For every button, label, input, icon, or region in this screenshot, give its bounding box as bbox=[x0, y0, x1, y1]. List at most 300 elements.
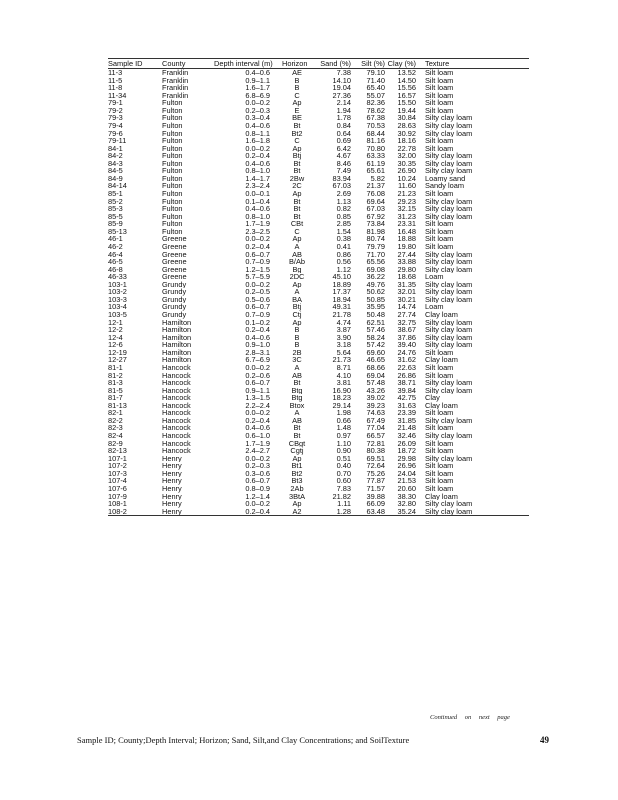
cell-sand: 18.89 bbox=[332, 280, 351, 289]
cell-texture: Silt loam bbox=[425, 242, 454, 251]
cell-clay: 30.84 bbox=[397, 114, 416, 122]
cell-texture: Silt loam bbox=[425, 106, 454, 115]
cell-sample-id: 79-1 bbox=[108, 99, 123, 107]
cell-horizon: Bt2 bbox=[291, 469, 303, 478]
cell-silt: 43.26 bbox=[366, 386, 385, 395]
cell-sand: 0.82 bbox=[336, 205, 351, 213]
cell-clay: 32.75 bbox=[397, 318, 416, 327]
cell-silt: 71.70 bbox=[366, 250, 385, 259]
cell-county: Fulton bbox=[162, 205, 183, 213]
cell-depth-interval: 0.6–0.7 bbox=[245, 477, 270, 485]
cell-sample-id: 79-11 bbox=[108, 137, 127, 145]
cell-depth-interval: 0.2–0.3 bbox=[245, 106, 270, 115]
cell-texture: Silt loam bbox=[425, 76, 454, 85]
cell-county: Fulton bbox=[162, 114, 183, 122]
cell-silt: 81.16 bbox=[366, 137, 385, 145]
table-row bbox=[108, 296, 529, 304]
cell-horizon: B bbox=[294, 341, 300, 349]
cell-county: Grundy bbox=[162, 280, 187, 289]
cell-sample-id: 103-5 bbox=[108, 311, 127, 319]
cell-depth-interval: 0.0–0.2 bbox=[245, 144, 270, 153]
cell-horizon: 2Ab bbox=[290, 484, 304, 493]
cell-depth-interval: 0.1–0.2 bbox=[245, 318, 270, 327]
cell-clay: 31.35 bbox=[397, 280, 416, 289]
header-row bbox=[108, 59, 529, 69]
cell-sand: 1.12 bbox=[336, 265, 351, 274]
table-row bbox=[108, 341, 529, 349]
cell-sand: 5.64 bbox=[336, 348, 351, 357]
cell-sand: 1.13 bbox=[336, 197, 351, 206]
cell-horizon: A bbox=[294, 363, 300, 372]
cell-texture: Silt loam bbox=[425, 409, 454, 417]
table-row bbox=[108, 107, 529, 115]
cell-clay: 32.00 bbox=[397, 152, 416, 160]
cell-silt: 57.46 bbox=[366, 326, 385, 334]
cell-silt: 39.88 bbox=[366, 492, 385, 501]
cell-horizon: A2 bbox=[292, 507, 302, 516]
table-row bbox=[108, 99, 529, 107]
cell-horizon: CBgt bbox=[288, 439, 306, 448]
cell-county: Hamilton bbox=[162, 348, 192, 357]
cell-texture: Silty clay loam bbox=[425, 432, 473, 440]
cell-silt: 69.64 bbox=[366, 197, 385, 206]
cell-horizon: AB bbox=[292, 416, 302, 425]
cell-silt: 69.08 bbox=[366, 265, 385, 274]
cell-sand: 3.90 bbox=[336, 333, 351, 342]
cell-horizon: Bt bbox=[293, 212, 301, 221]
table-row bbox=[108, 69, 529, 77]
cell-depth-interval: 0.8–1.0 bbox=[245, 167, 270, 175]
cell-depth-interval: 2.8–3.1 bbox=[245, 348, 270, 357]
table-row bbox=[108, 160, 529, 168]
cell-sample-id: 107-3 bbox=[108, 469, 127, 478]
header-texture: Texture bbox=[425, 59, 450, 68]
table-row bbox=[108, 228, 529, 236]
table-row bbox=[108, 319, 529, 327]
cell-horizon: Btg bbox=[291, 394, 303, 402]
cell-silt: 79.79 bbox=[366, 242, 385, 251]
table-row bbox=[108, 402, 529, 410]
cell-sand: 3.81 bbox=[336, 379, 351, 387]
table-row bbox=[108, 356, 529, 364]
cell-texture: Silt loam bbox=[425, 227, 454, 236]
cell-silt: 67.38 bbox=[366, 114, 385, 122]
cell-sand: 21.78 bbox=[332, 311, 351, 319]
cell-clay: 32.80 bbox=[397, 500, 416, 508]
cell-horizon: Ap bbox=[292, 500, 302, 508]
cell-horizon: Ctj bbox=[292, 311, 302, 319]
table-row bbox=[108, 213, 529, 221]
cell-depth-interval: 0.0–0.2 bbox=[245, 99, 270, 107]
cell-horizon: CBt bbox=[290, 220, 304, 228]
page-caption: Sample ID; County;Depth Interval; Horizon; Sand, Silt,and Clay Concentrations; and SoilTexture bbox=[77, 735, 410, 745]
cell-clay: 19.44 bbox=[397, 106, 416, 115]
cell-county: Fulton bbox=[162, 190, 183, 198]
cell-silt: 67.03 bbox=[366, 205, 385, 213]
cell-texture: Silt loam bbox=[425, 363, 454, 372]
cell-sample-id: 11-3 bbox=[108, 68, 123, 77]
header-silt: Silt (%) bbox=[361, 59, 385, 68]
cell-silt: 65.56 bbox=[366, 258, 385, 266]
cell-depth-interval: 0.0–0.2 bbox=[245, 235, 270, 243]
cell-county: Hancock bbox=[162, 447, 191, 455]
cell-texture: Silty clay loam bbox=[425, 212, 473, 221]
header-depth-interval: Depth interval (m) bbox=[214, 59, 273, 68]
cell-horizon: Bt bbox=[293, 379, 301, 387]
cell-sample-id: 103-2 bbox=[108, 288, 127, 296]
cell-county: Fulton bbox=[162, 167, 183, 175]
table-row bbox=[108, 424, 529, 432]
table-row bbox=[108, 92, 529, 100]
cell-depth-interval: 2.4–2.7 bbox=[245, 447, 270, 455]
cell-county: Hancock bbox=[162, 401, 191, 410]
cell-sand: 0.69 bbox=[336, 137, 351, 145]
cell-sand: 8.71 bbox=[336, 363, 351, 372]
cell-texture: Silt loam bbox=[425, 144, 454, 153]
cell-depth-interval: 0.7–0.9 bbox=[245, 311, 270, 319]
cell-horizon: B bbox=[294, 333, 300, 342]
cell-sample-id: 79-4 bbox=[108, 121, 123, 130]
cell-clay: 31.85 bbox=[397, 416, 416, 425]
cell-horizon: BE bbox=[292, 114, 302, 122]
cell-county: Fulton bbox=[162, 182, 183, 190]
cell-sand: 1.48 bbox=[336, 424, 351, 432]
cell-depth-interval: 5.7–5.9 bbox=[245, 273, 270, 281]
cell-silt: 46.65 bbox=[366, 356, 385, 364]
cell-sample-id: 84-3 bbox=[108, 159, 123, 168]
cell-texture: Silt loam bbox=[425, 84, 454, 92]
cell-depth-interval: 0.2–0.6 bbox=[245, 371, 270, 380]
cell-sand: 49.31 bbox=[332, 303, 351, 311]
cell-clay: 31.63 bbox=[397, 401, 416, 410]
cell-clay: 11.60 bbox=[398, 182, 416, 190]
cell-county: Henry bbox=[162, 454, 182, 463]
cell-clay: 38.71 bbox=[397, 379, 416, 387]
cell-county: Greene bbox=[162, 265, 187, 274]
cell-silt: 70.80 bbox=[366, 144, 385, 153]
table-row bbox=[108, 387, 529, 395]
cell-horizon: AB bbox=[292, 250, 302, 259]
cell-depth-interval: 0.2–0.4 bbox=[245, 152, 270, 160]
cell-silt: 50.48 bbox=[366, 311, 385, 319]
cell-sample-id: 79-6 bbox=[108, 129, 123, 138]
cell-clay: 42.75 bbox=[397, 394, 416, 402]
cell-silt: 36.22 bbox=[366, 273, 385, 281]
cell-sand: 0.86 bbox=[336, 250, 351, 259]
cell-clay: 31.23 bbox=[397, 212, 416, 221]
cell-silt: 74.63 bbox=[366, 409, 385, 417]
soil-data-table bbox=[108, 58, 529, 516]
soil-data-table-container bbox=[108, 58, 526, 516]
cell-clay: 38.30 bbox=[397, 492, 416, 501]
cell-texture: Silt loam bbox=[425, 462, 454, 470]
cell-sample-id: 12-27 bbox=[108, 356, 127, 364]
cell-sand: 0.41 bbox=[336, 242, 351, 251]
cell-silt: 71.57 bbox=[366, 484, 385, 493]
table-row bbox=[108, 493, 529, 501]
cell-depth-interval: 1.7–1.9 bbox=[245, 439, 270, 448]
cell-texture: Silty clay loam bbox=[425, 454, 473, 463]
cell-clay: 24.76 bbox=[397, 348, 416, 357]
cell-texture: Loam bbox=[425, 303, 444, 311]
cell-county: Grundy bbox=[162, 303, 187, 311]
cell-clay: 29.80 bbox=[397, 265, 416, 274]
cell-depth-interval: 0.2–0.4 bbox=[245, 326, 270, 334]
cell-depth-interval: 0.0–0.1 bbox=[245, 190, 270, 198]
cell-horizon: Ap bbox=[292, 454, 302, 463]
table-row bbox=[108, 462, 529, 470]
cell-sand: 0.64 bbox=[336, 129, 351, 138]
cell-clay: 16.57 bbox=[397, 91, 416, 100]
cell-silt: 70.53 bbox=[366, 121, 385, 130]
header-clay: Clay (%) bbox=[387, 59, 416, 68]
cell-sand: 3.18 bbox=[336, 341, 351, 349]
cell-silt: 58.24 bbox=[366, 333, 385, 342]
cell-sample-id: 46-8 bbox=[108, 265, 123, 274]
cell-silt: 65.61 bbox=[366, 167, 385, 175]
cell-depth-interval: 0.8–1.0 bbox=[245, 212, 270, 221]
cell-sand: 4.67 bbox=[336, 152, 351, 160]
cell-texture: Silty clay loam bbox=[425, 265, 473, 274]
cell-county: Hancock bbox=[162, 439, 191, 448]
cell-sample-id: 81-2 bbox=[108, 371, 123, 380]
table-row bbox=[108, 508, 529, 516]
cell-sample-id: 81-13 bbox=[108, 401, 127, 410]
cell-clay: 30.21 bbox=[397, 295, 416, 304]
cell-county: Fulton bbox=[162, 159, 183, 168]
cell-clay: 26.86 bbox=[397, 371, 416, 380]
cell-silt: 21.37 bbox=[366, 182, 385, 190]
cell-silt: 35.95 bbox=[366, 303, 385, 311]
cell-depth-interval: 0.9–1.1 bbox=[245, 386, 270, 395]
cell-clay: 14.50 bbox=[397, 76, 416, 85]
cell-depth-interval: 1.7–1.9 bbox=[245, 220, 270, 228]
cell-silt: 79.10 bbox=[366, 68, 385, 77]
cell-depth-interval: 0.4–0.6 bbox=[245, 205, 270, 213]
cell-texture: Silty clay loam bbox=[425, 167, 473, 175]
cell-texture: Sandy loam bbox=[425, 182, 465, 190]
cell-depth-interval: 1.2–1.5 bbox=[245, 265, 270, 274]
table-row bbox=[108, 432, 529, 440]
table-row bbox=[108, 114, 529, 122]
cell-texture: Silt loam bbox=[425, 371, 454, 380]
cell-silt: 49.76 bbox=[366, 280, 385, 289]
cell-sample-id: 82-4 bbox=[108, 432, 123, 440]
cell-depth-interval: 0.4–0.6 bbox=[245, 424, 270, 432]
cell-county: Hamilton bbox=[162, 356, 192, 364]
cell-clay: 23.31 bbox=[397, 220, 416, 228]
cell-sand: 67.03 bbox=[332, 182, 351, 190]
cell-county: Hancock bbox=[162, 371, 191, 380]
cell-texture: Loam bbox=[425, 273, 444, 281]
cell-county: Hamilton bbox=[162, 341, 192, 349]
cell-silt: 77.87 bbox=[366, 477, 385, 485]
cell-sand: 17.37 bbox=[332, 288, 351, 296]
cell-horizon: Btox bbox=[289, 401, 305, 410]
cell-sample-id: 84-2 bbox=[108, 152, 123, 160]
table-row bbox=[108, 470, 529, 478]
cell-county: Hamilton bbox=[162, 318, 192, 327]
cell-texture: Silty clay loam bbox=[425, 152, 473, 160]
cell-texture: Silt loam bbox=[425, 91, 454, 100]
cell-horizon: 2DC bbox=[289, 273, 305, 281]
cell-sample-id: 12-4 bbox=[108, 333, 123, 342]
cell-silt: 39.23 bbox=[366, 401, 385, 410]
cell-depth-interval: 2.3–2.5 bbox=[245, 227, 270, 236]
table-row bbox=[108, 281, 529, 289]
cell-county: Fulton bbox=[162, 212, 183, 221]
cell-silt: 55.07 bbox=[366, 91, 385, 100]
cell-clay: 18.88 bbox=[397, 235, 416, 243]
table-body bbox=[108, 69, 529, 516]
table-row bbox=[108, 409, 529, 417]
cell-sample-id: 107-2 bbox=[108, 462, 127, 470]
cell-depth-interval: 1.4–1.7 bbox=[245, 174, 270, 183]
cell-sample-id: 11-34 bbox=[108, 91, 127, 100]
table-row bbox=[108, 190, 529, 198]
cell-horizon: A bbox=[294, 288, 300, 296]
cell-sample-id: 82-1 bbox=[108, 409, 123, 417]
cell-depth-interval: 0.6–0.7 bbox=[245, 303, 270, 311]
table-row bbox=[108, 394, 529, 402]
cell-sample-id: 82-3 bbox=[108, 424, 123, 432]
cell-county: Hancock bbox=[162, 386, 191, 395]
cell-texture: Silt loam bbox=[425, 235, 454, 243]
cell-clay: 23.39 bbox=[397, 409, 416, 417]
table-row bbox=[108, 205, 529, 213]
cell-sand: 18.23 bbox=[332, 394, 351, 402]
cell-sample-id: 84-9 bbox=[108, 174, 123, 183]
cell-sand: 1.11 bbox=[337, 500, 351, 508]
cell-sample-id: 84-5 bbox=[108, 167, 123, 175]
cell-silt: 76.08 bbox=[366, 190, 385, 198]
cell-sand: 83.94 bbox=[332, 174, 351, 183]
cell-clay: 15.50 bbox=[397, 99, 416, 107]
cell-sand: 1.10 bbox=[336, 439, 351, 448]
cell-clay: 18.16 bbox=[397, 137, 416, 145]
cell-clay: 21.23 bbox=[397, 190, 416, 198]
cell-horizon: Bt bbox=[293, 159, 301, 168]
cell-clay: 22.63 bbox=[397, 363, 416, 372]
cell-silt: 57.48 bbox=[366, 379, 385, 387]
cell-clay: 28.63 bbox=[397, 121, 416, 130]
cell-silt: 69.51 bbox=[366, 454, 385, 463]
cell-depth-interval: 0.6–0.7 bbox=[245, 379, 270, 387]
cell-texture: Clay loam bbox=[425, 401, 458, 410]
cell-horizon: Ap bbox=[292, 190, 302, 198]
cell-county: Grundy bbox=[162, 288, 187, 296]
cell-depth-interval: 1.6–1.7 bbox=[245, 84, 270, 92]
table-row bbox=[108, 145, 529, 153]
cell-horizon: B bbox=[294, 76, 300, 85]
cell-sample-id: 46-4 bbox=[108, 250, 123, 259]
cell-texture: Silty clay loam bbox=[425, 250, 473, 259]
table-row bbox=[108, 349, 529, 357]
cell-sample-id: 11-5 bbox=[108, 76, 123, 85]
table-row bbox=[108, 477, 529, 485]
cell-sample-id: 85-5 bbox=[108, 212, 123, 221]
cell-depth-interval: 0.2–0.4 bbox=[245, 242, 270, 251]
table-row bbox=[108, 198, 529, 206]
cell-silt: 66.57 bbox=[366, 432, 385, 440]
cell-county: Franklin bbox=[162, 68, 189, 77]
cell-county: Hancock bbox=[162, 363, 191, 372]
cell-sand: 8.46 bbox=[336, 159, 351, 168]
cell-clay: 31.62 bbox=[397, 356, 416, 364]
cell-county: Hamilton bbox=[162, 326, 192, 334]
cell-depth-interval: 0.4–0.6 bbox=[245, 68, 270, 77]
cell-county: Franklin bbox=[162, 91, 189, 100]
cell-texture: Silt loam bbox=[425, 447, 454, 455]
table-row bbox=[108, 364, 529, 372]
cell-sample-id: 12-1 bbox=[108, 318, 123, 327]
cell-sample-id: 103-3 bbox=[108, 295, 127, 304]
cell-silt: 68.44 bbox=[366, 129, 385, 138]
cell-depth-interval: 6.8–6.9 bbox=[245, 91, 270, 100]
cell-sand: 0.97 bbox=[336, 432, 351, 440]
table-row bbox=[108, 167, 529, 175]
cell-silt: 63.33 bbox=[366, 152, 385, 160]
cell-county: Fulton bbox=[162, 197, 183, 206]
cell-depth-interval: 0.8–0.9 bbox=[245, 484, 270, 493]
cell-clay: 15.56 bbox=[397, 84, 416, 92]
cell-clay: 27.74 bbox=[397, 311, 416, 319]
cell-sand: 4.10 bbox=[336, 371, 351, 380]
cell-county: Franklin bbox=[162, 76, 189, 85]
cell-sample-id: 108-1 bbox=[108, 500, 127, 508]
cell-sample-id: 12-6 bbox=[108, 341, 123, 349]
cell-silt: 71.40 bbox=[366, 76, 385, 85]
header-sample-id: Sample ID bbox=[108, 59, 143, 68]
table-row bbox=[108, 266, 529, 274]
cell-texture: Silty clay loam bbox=[425, 341, 473, 349]
cell-county: Greene bbox=[162, 235, 187, 243]
cell-texture: Loamy sand bbox=[425, 174, 466, 183]
cell-county: Fulton bbox=[162, 152, 183, 160]
cell-sample-id: 84-1 bbox=[108, 144, 123, 153]
cell-sand: 0.70 bbox=[336, 469, 351, 478]
cell-horizon: 2Bw bbox=[289, 174, 305, 183]
cell-sample-id: 46-33 bbox=[108, 273, 127, 281]
cell-sand: 0.85 bbox=[336, 212, 351, 221]
cell-horizon: Bt bbox=[293, 167, 301, 175]
cell-texture: Silty clay loam bbox=[425, 416, 473, 425]
cell-sand: 0.38 bbox=[336, 235, 351, 243]
cell-horizon: Btj bbox=[292, 152, 302, 160]
cell-county: Hancock bbox=[162, 409, 191, 417]
cell-depth-interval: 0.1–0.4 bbox=[245, 197, 270, 206]
cell-texture: Silty clay loam bbox=[425, 114, 473, 122]
cell-silt: 81.98 bbox=[366, 227, 385, 236]
cell-county: Fulton bbox=[162, 129, 183, 138]
cell-texture: Silt loam bbox=[425, 484, 454, 493]
cell-clay: 38.67 bbox=[397, 326, 416, 334]
cell-silt: 77.04 bbox=[366, 424, 385, 432]
cell-sand: 6.42 bbox=[336, 144, 351, 153]
cell-sample-id: 85-2 bbox=[108, 197, 123, 206]
cell-sand: 0.51 bbox=[336, 454, 351, 463]
cell-horizon: Bg bbox=[292, 265, 302, 274]
cell-sample-id: 46-5 bbox=[108, 258, 123, 266]
cell-depth-interval: 0.8–1.1 bbox=[245, 129, 270, 138]
table-row bbox=[108, 326, 529, 334]
cell-sample-id: 107-9 bbox=[108, 492, 127, 501]
cell-sample-id: 46-1 bbox=[108, 235, 123, 243]
header-horizon: Horizon bbox=[282, 59, 308, 68]
cell-horizon: C bbox=[294, 91, 300, 100]
table-row bbox=[108, 447, 529, 455]
cell-depth-interval: 2.2–2.4 bbox=[245, 401, 270, 410]
